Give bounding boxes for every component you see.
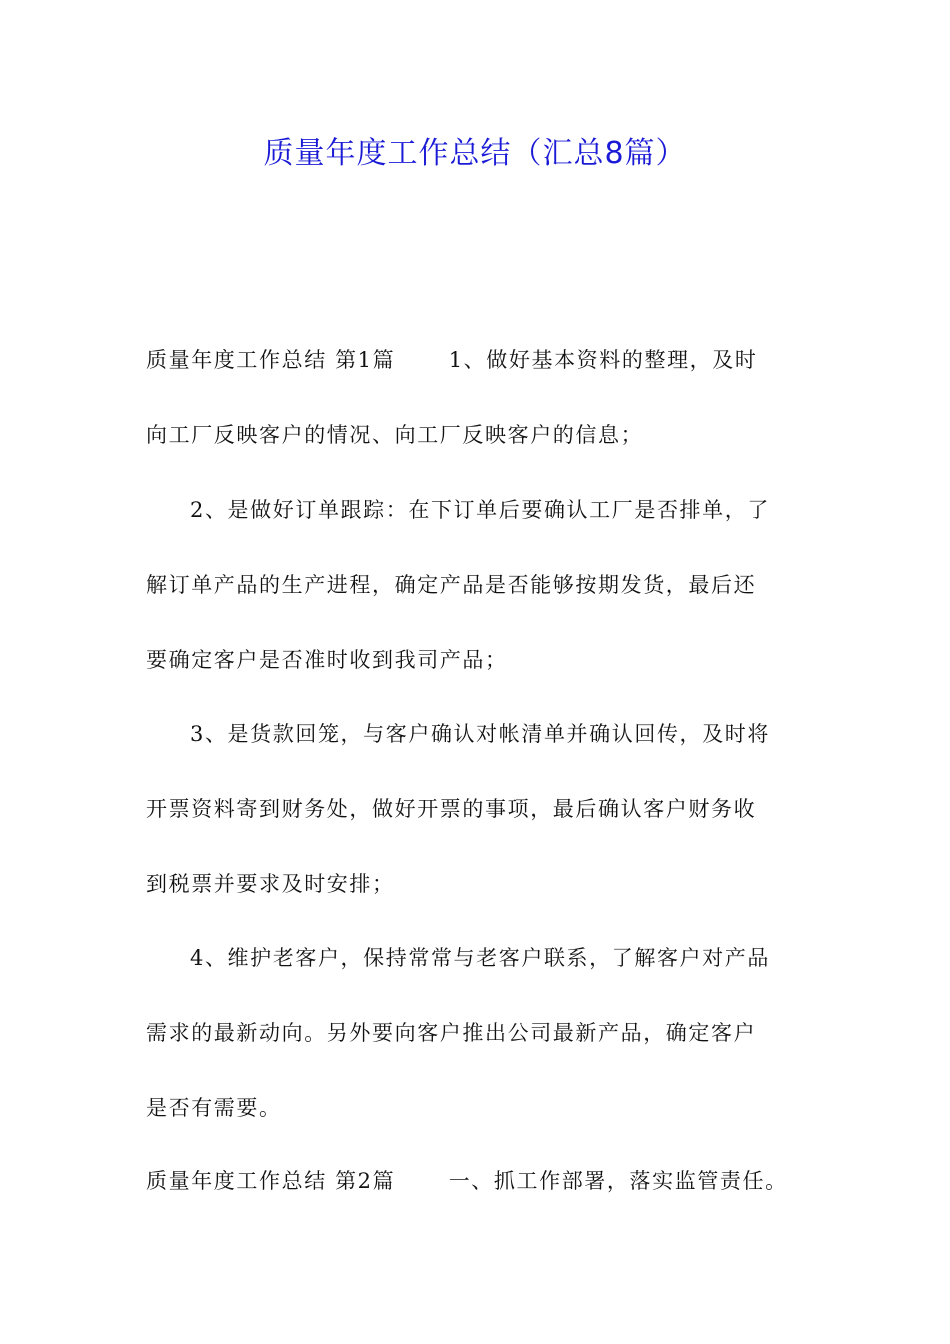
text-line: 需求的最新动向。另外要向客户推出公司最新产品，确定客户 [146,1021,757,1045]
text-line: 4、维护老客户，保持常常与老客户联系，了解客户对产品 [190,946,770,970]
text-line: 2、是做好订单跟踪：在下订单后要确认工厂是否排单，了 [190,498,770,522]
text-line: 向工厂反映客户的情况、向工厂反映客户的信息； [146,423,644,447]
text-line: 是否有需要。 [146,1096,282,1120]
text-line: 要确定客户是否准时收到我司产品； [146,648,508,672]
text-line: 到税票并要求及时安排； [146,872,395,896]
text-line: 解订单产品的生产进程，确定产品是否能够按期发货，最后还 [146,573,757,597]
text-line: 3、是货款回笼，与客户确认对帐清单并确认回传，及时将 [190,722,770,746]
text-line: 质量年度工作总结 第1篇 1、做好基本资料的整理，及时 [146,348,758,372]
text-line: 开票资料寄到财务处，做好开票的事项，最后确认客户财务收 [146,797,757,821]
text-line: 质量年度工作总结 第2篇 一、抓工作部署，落实监管责任。 [146,1169,788,1193]
page-title: 质量年度工作总结（汇总8篇） [263,136,687,171]
